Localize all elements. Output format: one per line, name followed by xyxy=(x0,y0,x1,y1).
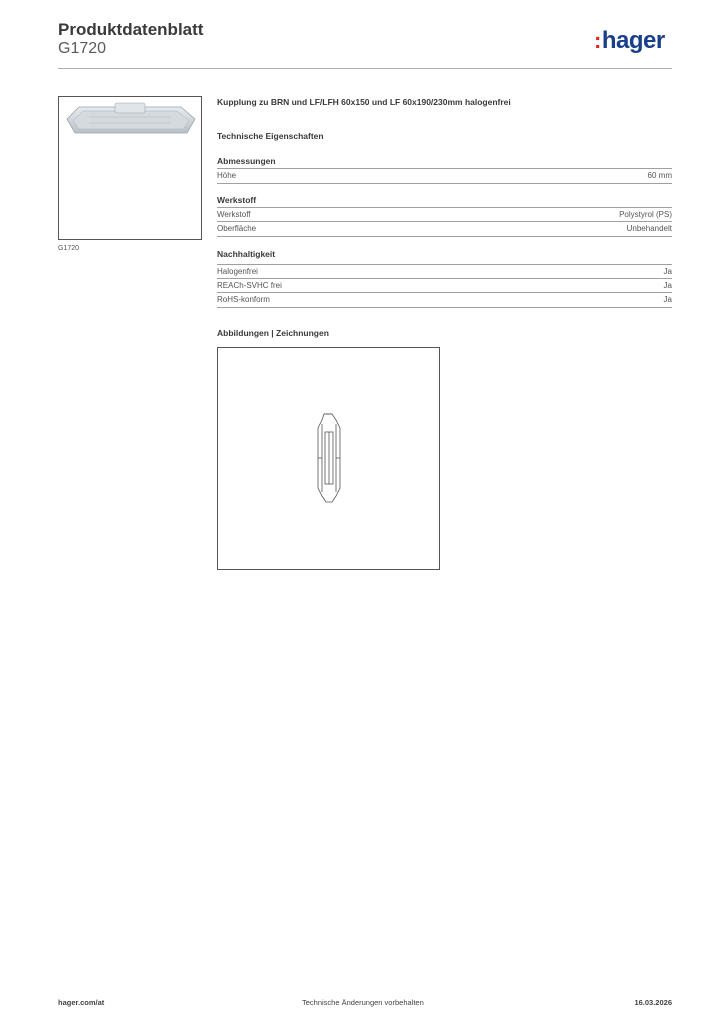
logo-text: hager xyxy=(601,27,665,54)
table-row xyxy=(217,292,672,308)
section-title: Abmessungen xyxy=(217,156,276,166)
row-label: Oberfläche xyxy=(217,224,257,233)
row-label: Höhe xyxy=(217,171,237,180)
row-label: RoHS-konform xyxy=(217,295,270,304)
product-description: Kupplung zu BRN und LF/LFH 60x150 und LF 60x190/230mm halogenfrei xyxy=(217,97,511,107)
logo-dots-icon: : xyxy=(594,28,601,53)
row-label: REACh-SVHC frei xyxy=(217,281,282,290)
row-value: Ja xyxy=(663,281,672,290)
tech-properties-heading: Technische Eigenschaften xyxy=(217,131,324,141)
table-row xyxy=(217,278,672,293)
row-value: Polystyrol (PS) xyxy=(619,210,672,219)
page-title: Produktdatenblatt xyxy=(58,20,204,39)
section-title: Nachhaltigkeit xyxy=(217,249,276,259)
table-row xyxy=(217,221,672,237)
footer-website[interactable]: hager.com/at xyxy=(58,998,105,1007)
coupling-drawing-icon xyxy=(218,348,439,569)
technical-drawing xyxy=(217,347,440,570)
section-title: Werkstoff xyxy=(217,195,257,205)
table-row xyxy=(217,207,672,222)
row-value: 60 mm xyxy=(647,171,672,180)
footer-date: 16.03.2026 xyxy=(634,998,672,1007)
row-value: Unbehandelt xyxy=(626,224,672,233)
table-row xyxy=(217,168,672,184)
row-value: Ja xyxy=(663,295,672,304)
product-code: G1720 xyxy=(58,40,107,57)
header-divider xyxy=(58,68,672,69)
hager-logo[interactable] xyxy=(594,27,665,55)
coupling-photo-icon xyxy=(59,97,201,239)
image-caption: G1720 xyxy=(58,245,80,252)
footer-notice: Technische Änderungen vorbehalten xyxy=(302,998,424,1007)
table-row xyxy=(217,264,672,279)
product-image xyxy=(58,96,202,240)
row-label: Halogenfrei xyxy=(217,267,258,276)
row-label: Werkstoff xyxy=(217,210,251,219)
row-value: Ja xyxy=(663,267,672,276)
drawings-heading: Abbildungen | Zeichnungen xyxy=(217,328,329,338)
